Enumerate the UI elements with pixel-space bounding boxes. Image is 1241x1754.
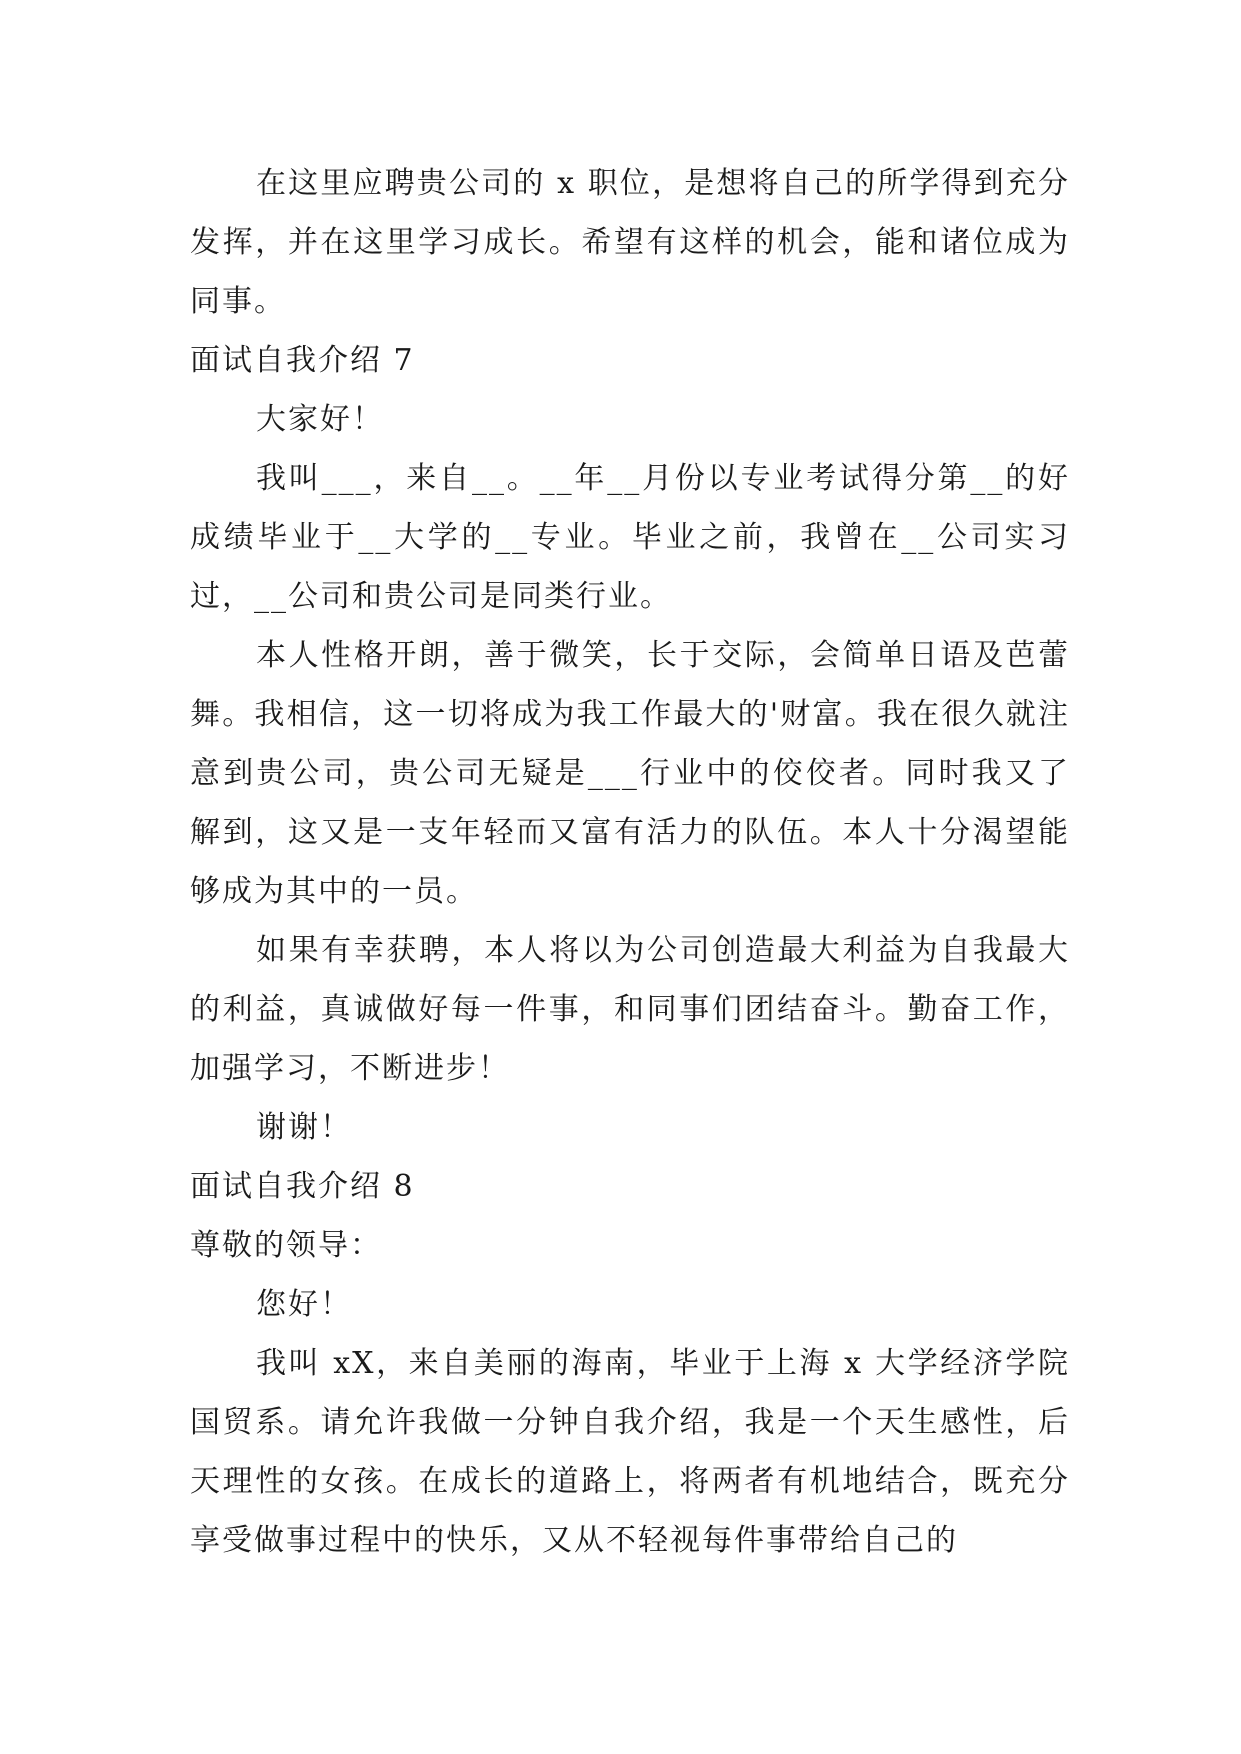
greeting-8: 您好！ xyxy=(256,1287,352,1322)
thanks-7: 谢谢！ xyxy=(256,1110,352,1145)
section-heading-7: 面试自我介绍 7 xyxy=(190,343,415,378)
document-body xyxy=(190,154,1070,1570)
greeting-7: 大家好！ xyxy=(256,402,384,437)
section-heading-8: 面试自我介绍 8 xyxy=(190,1169,415,1204)
paragraph-7-commitment: 如果有幸获聘，本人将以为公司创造最大利益为自我最大的利益，真诚做好每一件事，和同事们团结奋斗。勤奋工作，加强学习，不断进步！ xyxy=(190,933,1070,1086)
paragraph-intro-closing: 在这里应聘贵公司的 x 职位，是想将自己的所学得到充分发挥，并在这里学习成长。希望有这样的机会，能和诸位成为同事。 xyxy=(190,166,1070,319)
paragraph-7-background: 我叫___，来自__。__年__月份以专业考试得分第__的好成绩毕业于__大学的__专业。毕业之前，我曾在__公司实习过，__公司和贵公司是同类行业。 xyxy=(190,461,1070,614)
paragraph-8-background: 我叫 xX，来自美丽的海南，毕业于上海 x 大学经济学院国贸系。请允许我做一分钟自我介绍，我是一个天生感性，后天理性的女孩。在成长的道路上，将两者有机地结合，既充分享受做事过程中的快乐，又从不轻视每件事带给自己的 xyxy=(190,1346,1070,1558)
salutation-8: 尊敬的领导： xyxy=(190,1228,382,1263)
paragraph-7-personality: 本人性格开朗，善于微笑，长于交际，会简单日语及芭蕾舞。我相信，这一切将成为我工作最大的'财富。我在很久就注意到贵公司，贵公司无疑是___行业中的佼佼者。同时我又了解到，这又是一支年轻而又富有活力的队伍。本人十分渴望能够成为其中的一员。 xyxy=(190,638,1070,909)
